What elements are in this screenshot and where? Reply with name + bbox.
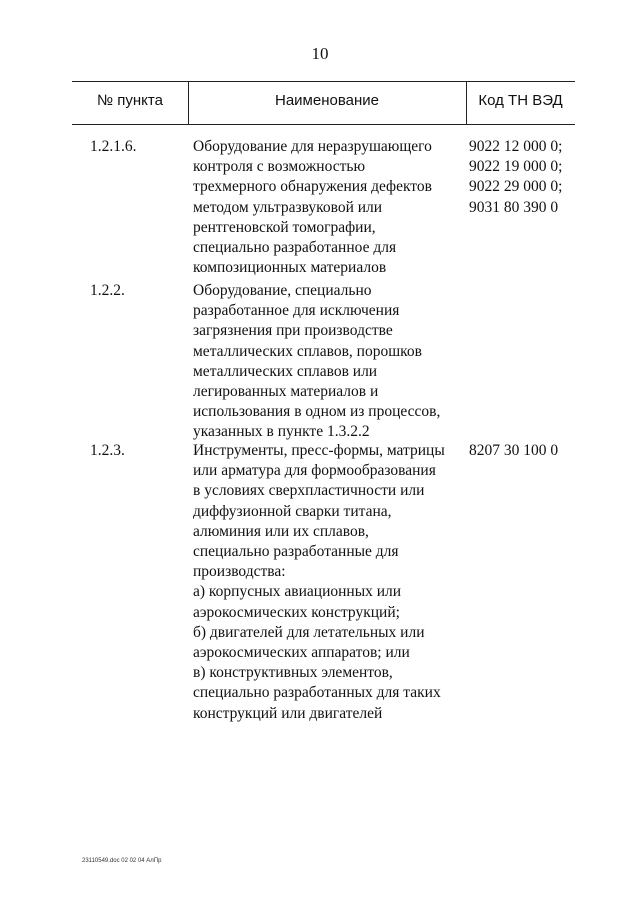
item-number: 1.2.1.6. [90,138,137,155]
item-name-line: металлических сплавов, порошков [193,342,422,360]
item-name-line: контроля с возможностью [193,158,366,176]
item-name-line: указанных в пункте 1.3.2.2 [193,423,370,441]
item-name-line: композиционных материалов [193,259,387,277]
item-number: 1.2.3. [90,442,125,459]
item-name-line: алюминия или их сплавов, [193,522,369,540]
item-name-line: в условиях сверхпластичности или [193,482,425,500]
table-header-top-rule [72,81,575,82]
item-name-line: трехмерного обнаружения дефектов [193,178,432,196]
item-name-line: диффузионной сварки титана, [193,502,392,520]
header-code: Код ТН ВЭД [478,92,563,109]
item-name-line: а) корпусных авиационных или [193,583,402,601]
item-name-line: использования в одном из процессов, [193,403,441,421]
item-name-line: разработанное для исключения [193,302,400,320]
item-codes [469,137,589,218]
item-name [193,441,463,724]
item-code: 8207 30 100 0 [469,442,559,459]
item-name-line: специально разработанные для [193,543,399,561]
item-name-line: загрязнения при производстве [193,322,393,340]
item-name-line: или арматура для формообразования [193,462,436,480]
page-number: 10 [311,44,329,63]
item-code: 9022 19 000 0; [469,158,563,176]
item-name-line: Оборудование, специально [193,282,372,299]
item-name-line: легированных материалов и [193,383,379,401]
item-name [193,137,463,278]
item-code: 9022 29 000 0; [469,178,563,196]
item-name-line: аэрокосмических конструкций; [193,603,400,621]
item-name-line: металлических сплавов или [193,362,378,380]
item-name-line: в) конструктивных элементов, [193,664,393,682]
item-name-line: методом ультразвуковой или [193,198,383,216]
item-name-line: рентгеновской томографии, [193,218,376,236]
item-name-line: аэрокосмических аппаратов; или [193,644,410,662]
item-name-line: специально разработанных для таких [193,684,441,702]
item-name-line: б) двигателей для летательных или [193,623,425,641]
item-name-line: производства: [193,563,286,581]
document-footer: 23110549.doc 02 02 04 АлПр [82,858,162,864]
table-header-bottom-rule [72,124,575,125]
item-code: 9031 80 390 0 [469,198,559,216]
item-name [193,281,463,443]
item-name-line: Оборудование для неразрушающего [193,138,432,155]
item-name-line: специально разработанное для [193,239,397,257]
item-codes [469,441,589,461]
item-code: 9022 12 000 0; [469,138,563,155]
header-name: Наименование [275,92,379,109]
item-number: 1.2.2. [90,282,125,299]
header-item-number: № пункта [97,92,163,109]
item-name-line: конструкций или двигателей [193,704,383,722]
item-name-line: Инструменты, пресс-формы, матрицы [193,442,445,459]
